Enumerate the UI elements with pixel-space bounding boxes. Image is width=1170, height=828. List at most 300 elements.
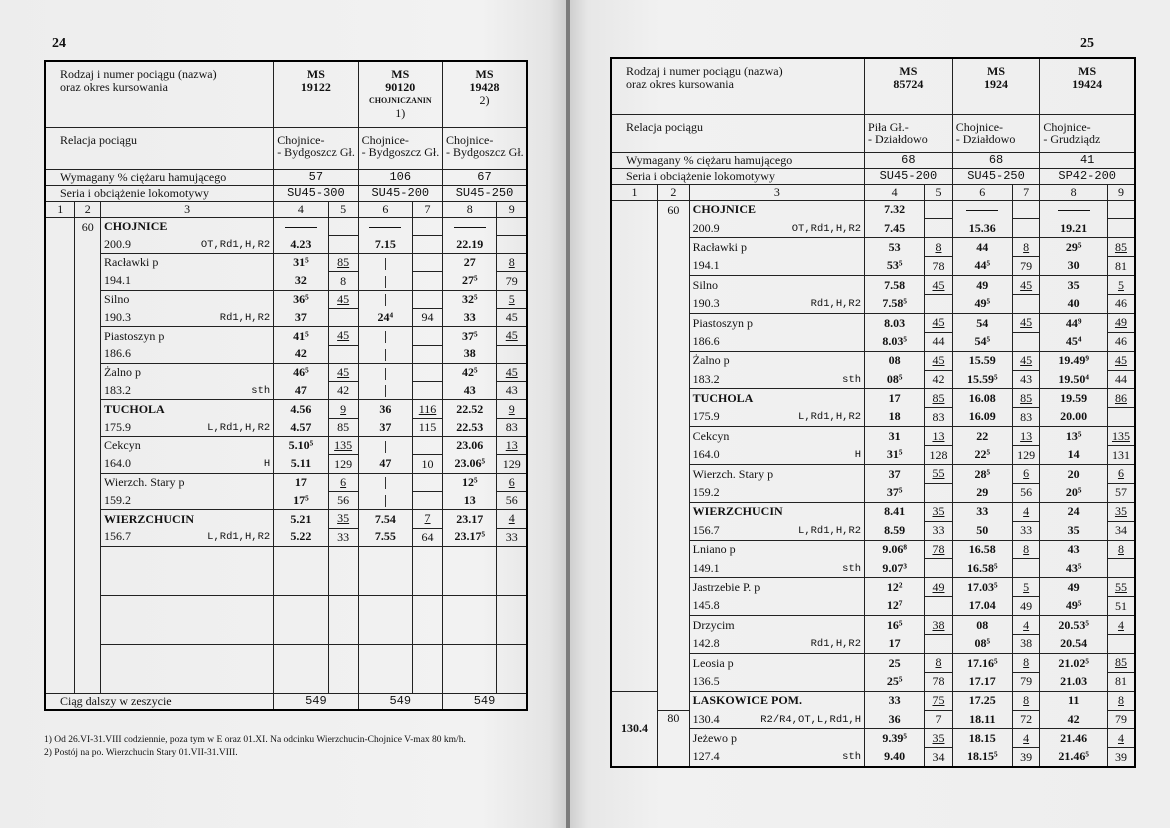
station-km	[689, 446, 864, 465]
station-km-row	[611, 257, 1135, 276]
km-column	[45, 217, 75, 693]
arrival-time: 5.10⁵	[274, 437, 328, 455]
station-km-value: 136.5	[692, 673, 720, 688]
continued-value: 549	[358, 693, 442, 710]
page-number-right: 25	[1080, 36, 1094, 51]
running-time	[1107, 634, 1135, 653]
station-km	[689, 597, 864, 616]
speed-limit: 5	[497, 290, 527, 308]
departure-time: 37⁵	[865, 483, 925, 502]
train-number: 19424	[1072, 77, 1103, 91]
station-km-row	[611, 370, 1135, 389]
empty-time-cell	[274, 546, 328, 595]
speed-limit: 6	[328, 473, 358, 491]
station-km-value: 200.9	[104, 236, 132, 251]
station-name: WIERZCHUCIN	[101, 510, 274, 528]
train-type: MS	[899, 64, 918, 78]
running-time: 79	[1012, 672, 1039, 691]
braking-row	[45, 169, 527, 185]
speed-limit: 45	[1012, 276, 1039, 295]
relation-label: Relacja pociągu	[45, 127, 274, 169]
relation-from: Chojnice-	[1043, 119, 1091, 134]
station-km-row	[45, 455, 527, 473]
arrival-time: 19.59	[1040, 389, 1108, 408]
arrival-time	[952, 200, 1012, 219]
arrival-time: 7.54	[358, 510, 412, 528]
loco-row	[45, 185, 527, 201]
station-row	[611, 238, 1135, 257]
speed-limit: 13	[1012, 427, 1039, 446]
footnote-2: 2) Postój na po. Wierzchucin Stary 01.VII-31.VIII.	[44, 748, 238, 758]
running-time: 42	[328, 382, 358, 400]
departure-time: 32	[274, 272, 328, 290]
pass-through-mark	[385, 276, 386, 288]
running-time: 57	[1107, 483, 1135, 502]
station-row	[611, 729, 1135, 748]
arrival-time: 13⁵	[1040, 427, 1108, 446]
station-km-row	[611, 710, 1135, 729]
relation-to: - Grudziądz	[1043, 131, 1101, 146]
departure-time: 12⁷	[865, 597, 925, 616]
train-number: 1924	[984, 77, 1009, 91]
arrival-time: 12⁵	[443, 473, 497, 491]
speed-limit: 85	[328, 254, 358, 272]
speed-limit: 8	[497, 254, 527, 272]
arrival-time: 49	[1040, 578, 1108, 597]
running-time: 94	[413, 308, 443, 326]
departure-time: 19.21	[1040, 219, 1108, 238]
station-row	[45, 437, 527, 455]
train-1-loco: SU45-300	[274, 185, 358, 201]
running-time: 45	[497, 308, 527, 326]
running-time: 56	[497, 491, 527, 509]
speed-limit: 35	[925, 729, 952, 748]
departure-time: 15.36	[952, 219, 1012, 238]
departure-time: 40	[1040, 294, 1108, 313]
train-type: MS	[475, 67, 494, 81]
speed-limit: 45	[1012, 313, 1039, 332]
departure-time: 17⁵	[274, 491, 328, 509]
running-time: 38	[1012, 634, 1039, 653]
arrival-time: 27	[443, 254, 497, 272]
station-facilities: sth	[842, 751, 862, 764]
station-km	[689, 521, 864, 540]
station-km-value: 145.8	[692, 598, 720, 613]
arrival-time: 17	[865, 389, 925, 408]
speed-limit: 78	[925, 540, 952, 559]
station-km-row	[611, 748, 1135, 767]
train-2-loco: SU45-200	[358, 185, 442, 201]
departure-time: 17.17	[952, 672, 1012, 691]
train-3-braking: 41	[1040, 152, 1135, 168]
pass-through-mark	[385, 258, 386, 270]
running-time: 79	[1107, 710, 1135, 729]
station-row	[611, 540, 1135, 559]
speed-limit: 49	[925, 578, 952, 597]
empty-speed-cell	[497, 644, 527, 693]
station-row	[611, 427, 1135, 446]
station-name: LASKOWICE POM.	[689, 691, 864, 710]
speed-limit: 85	[925, 389, 952, 408]
station-facilities: Rd1,H,R2	[810, 298, 862, 311]
train-3-loco: SP42-200	[1040, 168, 1135, 184]
line-speed-60: 60	[657, 200, 689, 710]
station-km-row	[45, 491, 527, 509]
station-km-row	[45, 308, 527, 326]
departure-time: 21.03	[1040, 672, 1108, 691]
departure-time: 43	[443, 382, 497, 400]
arrival-time: 29⁵	[1040, 238, 1108, 257]
timetable-right	[610, 57, 1136, 768]
station-km-value: 159.2	[692, 485, 720, 500]
running-time: 64	[413, 528, 443, 546]
no-stop-dash	[285, 227, 317, 228]
arrival-time: 16.08	[952, 389, 1012, 408]
speed-limit: 4	[1107, 616, 1135, 635]
running-time: 83	[925, 408, 952, 427]
station-facilities: H	[263, 458, 271, 471]
station-km	[101, 308, 274, 326]
footnote-1: 1) Od 26.VI-31.VIII codziennie, poza tym w E oraz 01.XI. Na odcinku Wierzchucin-Chojnice V-max 80 km/h.	[44, 735, 466, 745]
departure-time: 23.06⁵	[443, 455, 497, 473]
continued-value: 549	[274, 693, 358, 710]
station-name: Piastoszyn p	[689, 313, 864, 332]
speed-limit: 8	[925, 238, 952, 257]
station-km-row	[611, 219, 1135, 238]
arrival-time: 31⁵	[274, 254, 328, 272]
speed-limit: 45	[1107, 351, 1135, 370]
empty-time-cell	[443, 644, 497, 693]
running-time: 83	[1012, 408, 1039, 427]
running-time: 78	[925, 257, 952, 276]
departure-time: 22⁵	[952, 446, 1012, 465]
speed-limit: 45	[497, 327, 527, 345]
empty-speed-cell	[497, 546, 527, 595]
column-number-5: 5	[328, 201, 358, 217]
station-km-value: 159.2	[104, 492, 132, 507]
speed-limit: 45	[925, 313, 952, 332]
station-km-row	[611, 446, 1135, 465]
relation-to: - Bydgoszcz Gł.	[277, 144, 355, 159]
column-number-6: 6	[358, 201, 412, 217]
column-number-8: 8	[1040, 184, 1108, 200]
empty-row	[45, 644, 527, 693]
speed-limit: 85	[1012, 389, 1039, 408]
station-name: Racławki p	[101, 254, 274, 272]
column-number-2: 2	[75, 201, 101, 217]
empty-row	[45, 546, 527, 595]
arrival-time: 23.17	[443, 510, 497, 528]
departure-time: 49⁵	[952, 294, 1012, 313]
train-number: 19428	[469, 80, 500, 94]
station-km-row	[611, 483, 1135, 502]
km-column	[611, 200, 657, 691]
speed-limit: 8	[1107, 540, 1135, 559]
station-km	[689, 219, 864, 238]
column-number-row	[611, 184, 1135, 200]
arrival-time	[1040, 200, 1108, 219]
departure-time: 21.46⁵	[1040, 748, 1108, 767]
running-time: 44	[925, 332, 952, 351]
running-time: 129	[497, 455, 527, 473]
arrival-time: 21.02⁵	[1040, 653, 1108, 672]
station-row	[45, 290, 527, 308]
speed-limit: 9	[328, 400, 358, 418]
speed-limit: 6	[1012, 464, 1039, 483]
station-km	[689, 408, 864, 427]
station-km	[689, 483, 864, 502]
speed-limit: 4	[1012, 616, 1039, 635]
arrival-time: 4.56	[274, 400, 328, 418]
empty-speed-cell	[328, 595, 358, 644]
speed-limit: 85	[1107, 238, 1135, 257]
pass-through-mark	[385, 477, 386, 489]
train-1-relation	[274, 127, 358, 169]
station-km	[101, 528, 274, 546]
departure-time: 08⁵	[952, 634, 1012, 653]
arrival-time: 17.03⁵	[952, 578, 1012, 597]
station-km	[101, 455, 274, 473]
relation-from: Piła Gł.-	[868, 119, 909, 134]
speed-limit	[497, 217, 527, 235]
running-time: 33	[497, 528, 527, 546]
train-note: 1)	[395, 106, 406, 120]
departure-time: 17.04	[952, 597, 1012, 616]
pass-through-mark	[385, 294, 386, 306]
train-2-braking: 106	[358, 169, 442, 185]
station-row	[611, 691, 1135, 710]
running-time	[413, 235, 443, 253]
arrival-time	[358, 473, 412, 491]
arrival-time: 54	[952, 313, 1012, 332]
speed-limit: 13	[497, 437, 527, 455]
relation-from: Chojnice-	[277, 132, 325, 147]
departure-time: 22.19	[443, 235, 497, 253]
speed-limit: 55	[925, 464, 952, 483]
station-km	[689, 257, 864, 276]
station-row	[45, 400, 527, 418]
running-time: 81	[1107, 257, 1135, 276]
station-km	[689, 332, 864, 351]
speed-limit: 8	[1012, 691, 1039, 710]
speed-limit: 8	[925, 653, 952, 672]
running-time: 79	[497, 272, 527, 290]
station-km	[101, 235, 274, 253]
running-time: 33	[328, 528, 358, 546]
station-km	[689, 370, 864, 389]
station-km-value: 149.1	[692, 560, 720, 575]
station-km-row	[45, 235, 527, 253]
train-note: 2)	[479, 93, 490, 107]
left-page	[0, 0, 566, 828]
running-time	[1012, 559, 1039, 578]
arrival-time: 17.25	[952, 691, 1012, 710]
station-km-value: 194.1	[104, 273, 132, 288]
speed-limit	[328, 217, 358, 235]
train-number: 85724	[893, 77, 924, 91]
station-name: Silno	[101, 290, 274, 308]
running-time: 34	[925, 748, 952, 767]
relation-to: - Działdowo	[868, 131, 928, 146]
speed-limit: 55	[1107, 578, 1135, 597]
departure-time: 16.09	[952, 408, 1012, 427]
train-name: CHOJNICZANIN	[368, 96, 432, 105]
empty-station-cell	[101, 546, 274, 595]
empty-station-cell	[101, 644, 274, 693]
station-facilities: L,Rd1,H,R2	[798, 524, 862, 537]
running-time: 115	[413, 418, 443, 436]
running-time	[925, 634, 952, 653]
arrival-time	[358, 217, 412, 235]
arrival-time: 23.06	[443, 437, 497, 455]
train-2-braking: 68	[952, 152, 1040, 168]
pass-through-mark	[385, 385, 386, 397]
departure-time: 4.23	[274, 235, 328, 253]
pass-through-mark	[385, 495, 386, 507]
column-number-3: 3	[101, 201, 274, 217]
departure-time: 50	[952, 521, 1012, 540]
braking-label: Wymagany % ciężaru hamującego	[45, 169, 274, 185]
arrival-time: 19.49⁹	[1040, 351, 1108, 370]
station-km-value: 164.0	[692, 447, 720, 462]
arrival-time: 22.52	[443, 400, 497, 418]
speed-limit	[413, 327, 443, 345]
speed-limit	[413, 363, 443, 381]
station-row	[45, 510, 527, 528]
relation-from: Chojnice-	[955, 119, 1004, 134]
station-km-value: 186.6	[104, 346, 132, 361]
station-name: CHOJNICE	[689, 200, 864, 219]
station-facilities: L,Rd1,H,R2	[207, 421, 271, 434]
speed-limit	[413, 217, 443, 235]
braking-label: Wymagany % ciężaru hamującego	[611, 152, 865, 168]
speed-limit	[413, 437, 443, 455]
station-name: TUCHOLA	[101, 400, 274, 418]
running-time	[497, 345, 527, 363]
pass-through-mark	[385, 441, 386, 453]
arrival-time: 32⁵	[443, 290, 497, 308]
station-km-value: 190.3	[692, 296, 720, 311]
station-km-row	[611, 672, 1135, 691]
running-time	[925, 483, 952, 502]
station-facilities: L,Rd1,H,R2	[207, 531, 271, 544]
speed-limit: 5	[1107, 276, 1135, 295]
column-number-3: 3	[689, 184, 864, 200]
station-row	[45, 363, 527, 381]
station-km-row	[45, 345, 527, 363]
station-row	[611, 200, 1135, 219]
column-number-5: 5	[925, 184, 952, 200]
arrival-time: 17.16⁵	[952, 653, 1012, 672]
departure-time: 7.55	[358, 528, 412, 546]
arrival-time: 16.58	[952, 540, 1012, 559]
departure-time: 23.17⁵	[443, 528, 497, 546]
line-speed-80: 80	[657, 710, 689, 767]
running-time	[413, 345, 443, 363]
station-km-value: 175.9	[104, 419, 132, 434]
speed-limit: 45	[497, 363, 527, 381]
running-time: 128	[925, 446, 952, 465]
running-time: 8	[328, 272, 358, 290]
departure-time	[358, 345, 412, 363]
relation-label: Relacja pociągu	[611, 114, 865, 152]
running-time: 56	[1012, 483, 1039, 502]
station-km-row	[611, 294, 1135, 313]
arrival-time	[358, 254, 412, 272]
station-facilities: H	[854, 449, 862, 462]
speed-limit: 6	[497, 473, 527, 491]
speed-limit: 5	[1012, 578, 1039, 597]
train-1-relation	[865, 114, 953, 152]
running-time: 79	[1012, 257, 1039, 276]
running-time	[1107, 219, 1135, 238]
departure-time: 42	[274, 345, 328, 363]
arrival-time: 11	[1040, 691, 1108, 710]
empty-speed-cell	[328, 546, 358, 595]
departure-time: 27⁵	[443, 272, 497, 290]
departure-time: 5.11	[274, 455, 328, 473]
loco-row	[611, 168, 1135, 184]
speed-limit: 86	[1107, 389, 1135, 408]
station-row	[611, 389, 1135, 408]
arrival-time: 7.58	[865, 276, 925, 295]
departure-time	[358, 491, 412, 509]
train-1-header	[274, 61, 358, 127]
departure-time: 31⁵	[865, 446, 925, 465]
running-time: 83	[497, 418, 527, 436]
relation-row	[45, 127, 527, 169]
departure-time: 7.58⁵	[865, 294, 925, 313]
speed-limit: 45	[328, 327, 358, 345]
station-km	[689, 294, 864, 313]
departure-time: 4.57	[274, 418, 328, 436]
station-km	[689, 672, 864, 691]
arrival-time: 49	[952, 276, 1012, 295]
relation-from: Chojnice-	[361, 132, 409, 147]
departure-time: 42	[1040, 710, 1108, 729]
relation-row	[611, 114, 1135, 152]
departure-time: 47	[358, 455, 412, 473]
speed-limit: 35	[328, 510, 358, 528]
footnotes-left	[44, 734, 466, 760]
station-row	[611, 578, 1135, 597]
station-km-value: 183.2	[104, 383, 132, 398]
train-type-label	[45, 61, 274, 127]
speed-limit: 35	[925, 502, 952, 521]
loco-label: Seria i obciążenie lokomotywy	[611, 168, 865, 184]
speed-limit	[413, 254, 443, 272]
station-km-value: 175.9	[692, 409, 720, 424]
running-time	[497, 235, 527, 253]
line-speed-60: 60	[75, 217, 101, 693]
train-2-loco: SU45-250	[952, 168, 1040, 184]
running-time	[1012, 294, 1039, 313]
departure-time: 47	[274, 382, 328, 400]
arrival-time: 08	[865, 351, 925, 370]
empty-time-cell	[358, 595, 412, 644]
arrival-time: 44⁹	[1040, 313, 1108, 332]
speed-limit	[925, 200, 952, 219]
train-number: 19122	[300, 80, 331, 94]
empty-speed-cell	[413, 595, 443, 644]
arrival-time: 8.41	[865, 502, 925, 521]
running-time	[925, 294, 952, 313]
speed-limit	[1107, 200, 1135, 219]
station-km	[689, 634, 864, 653]
running-time: 10	[413, 455, 443, 473]
running-time	[413, 272, 443, 290]
arrival-time: 8.03	[865, 313, 925, 332]
